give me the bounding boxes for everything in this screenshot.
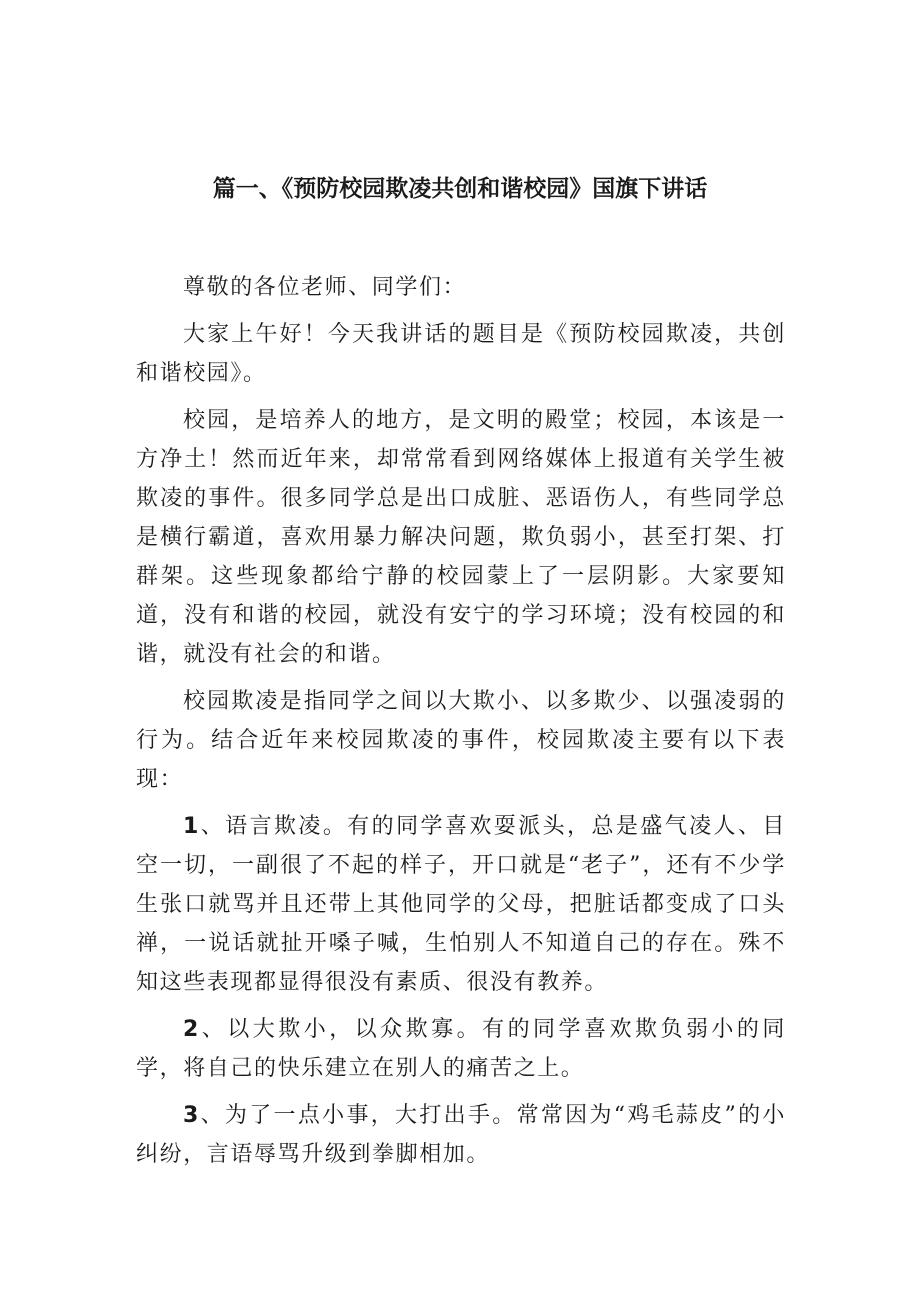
item-number: 2 bbox=[183, 1017, 200, 1042]
list-item bbox=[136, 807, 786, 1002]
item-text: 、为了一点小事，大打出手。常常因为“鸡毛蒜皮”的小纠纷，言语辱骂升级到拳脚相加。 bbox=[136, 1103, 786, 1167]
list-item bbox=[136, 1096, 786, 1174]
item-number: 1 bbox=[183, 814, 200, 839]
item-text: 、以大欺小，以众欺寡。有的同学喜欢欺负弱小的同学，将自己的快乐建立在别人的痛苦之上。 bbox=[136, 1017, 786, 1081]
list-item bbox=[136, 1010, 786, 1088]
paragraph-campus: 校园，是培养人的地方，是文明的殿堂；校园，本该是一方净土！然而近年来，却常常看到网络媒体上报道有关学生被欺凌的事件。很多同学总是出口成脏、恶语伤人，有些同学总是横行霸道，喜欢用暴力解决问题，欺负弱小，甚至打架、打群架。这些现象都给宁静的校园蒙上了一层阴影。大家要知道，没有和谐的校园，就没有安宁的学习环境；没有校园的和谐，就没有社会的和谐。 bbox=[136, 408, 786, 667]
item-text: 、语言欺凌。有的同学喜欢耍派头，总是盛气凌人、目空一切，一副很了不起的样子，开口就是“老子”，还有不少学生张口就骂并且还带上其他同学的父母，把脏话都变成了口头禅，一说话就扯开嗓子喊，生怕别人不知道自己的存在。殊不知这些表现都显得很没有素质、很没有教养。 bbox=[136, 814, 786, 995]
paragraph-greeting: 大家上午好！今天我讲话的题目是《预防校园欺凌，共创和谐校园》。 bbox=[136, 322, 786, 386]
paragraph-definition: 校园欺凌是指同学之间以大欺小、以多欺少、以强凌弱的行为。结合近年来校园欺凌的事件，校园欺凌主要有以下表现： bbox=[136, 689, 786, 792]
document-body bbox=[136, 268, 786, 1182]
salutation: 尊敬的各位老师、同学们： bbox=[183, 275, 467, 300]
item-number: 3 bbox=[183, 1103, 200, 1128]
document-title: 篇一、《预防校园欺凌共创和谐校园》国旗下讲话 bbox=[212, 176, 708, 202]
